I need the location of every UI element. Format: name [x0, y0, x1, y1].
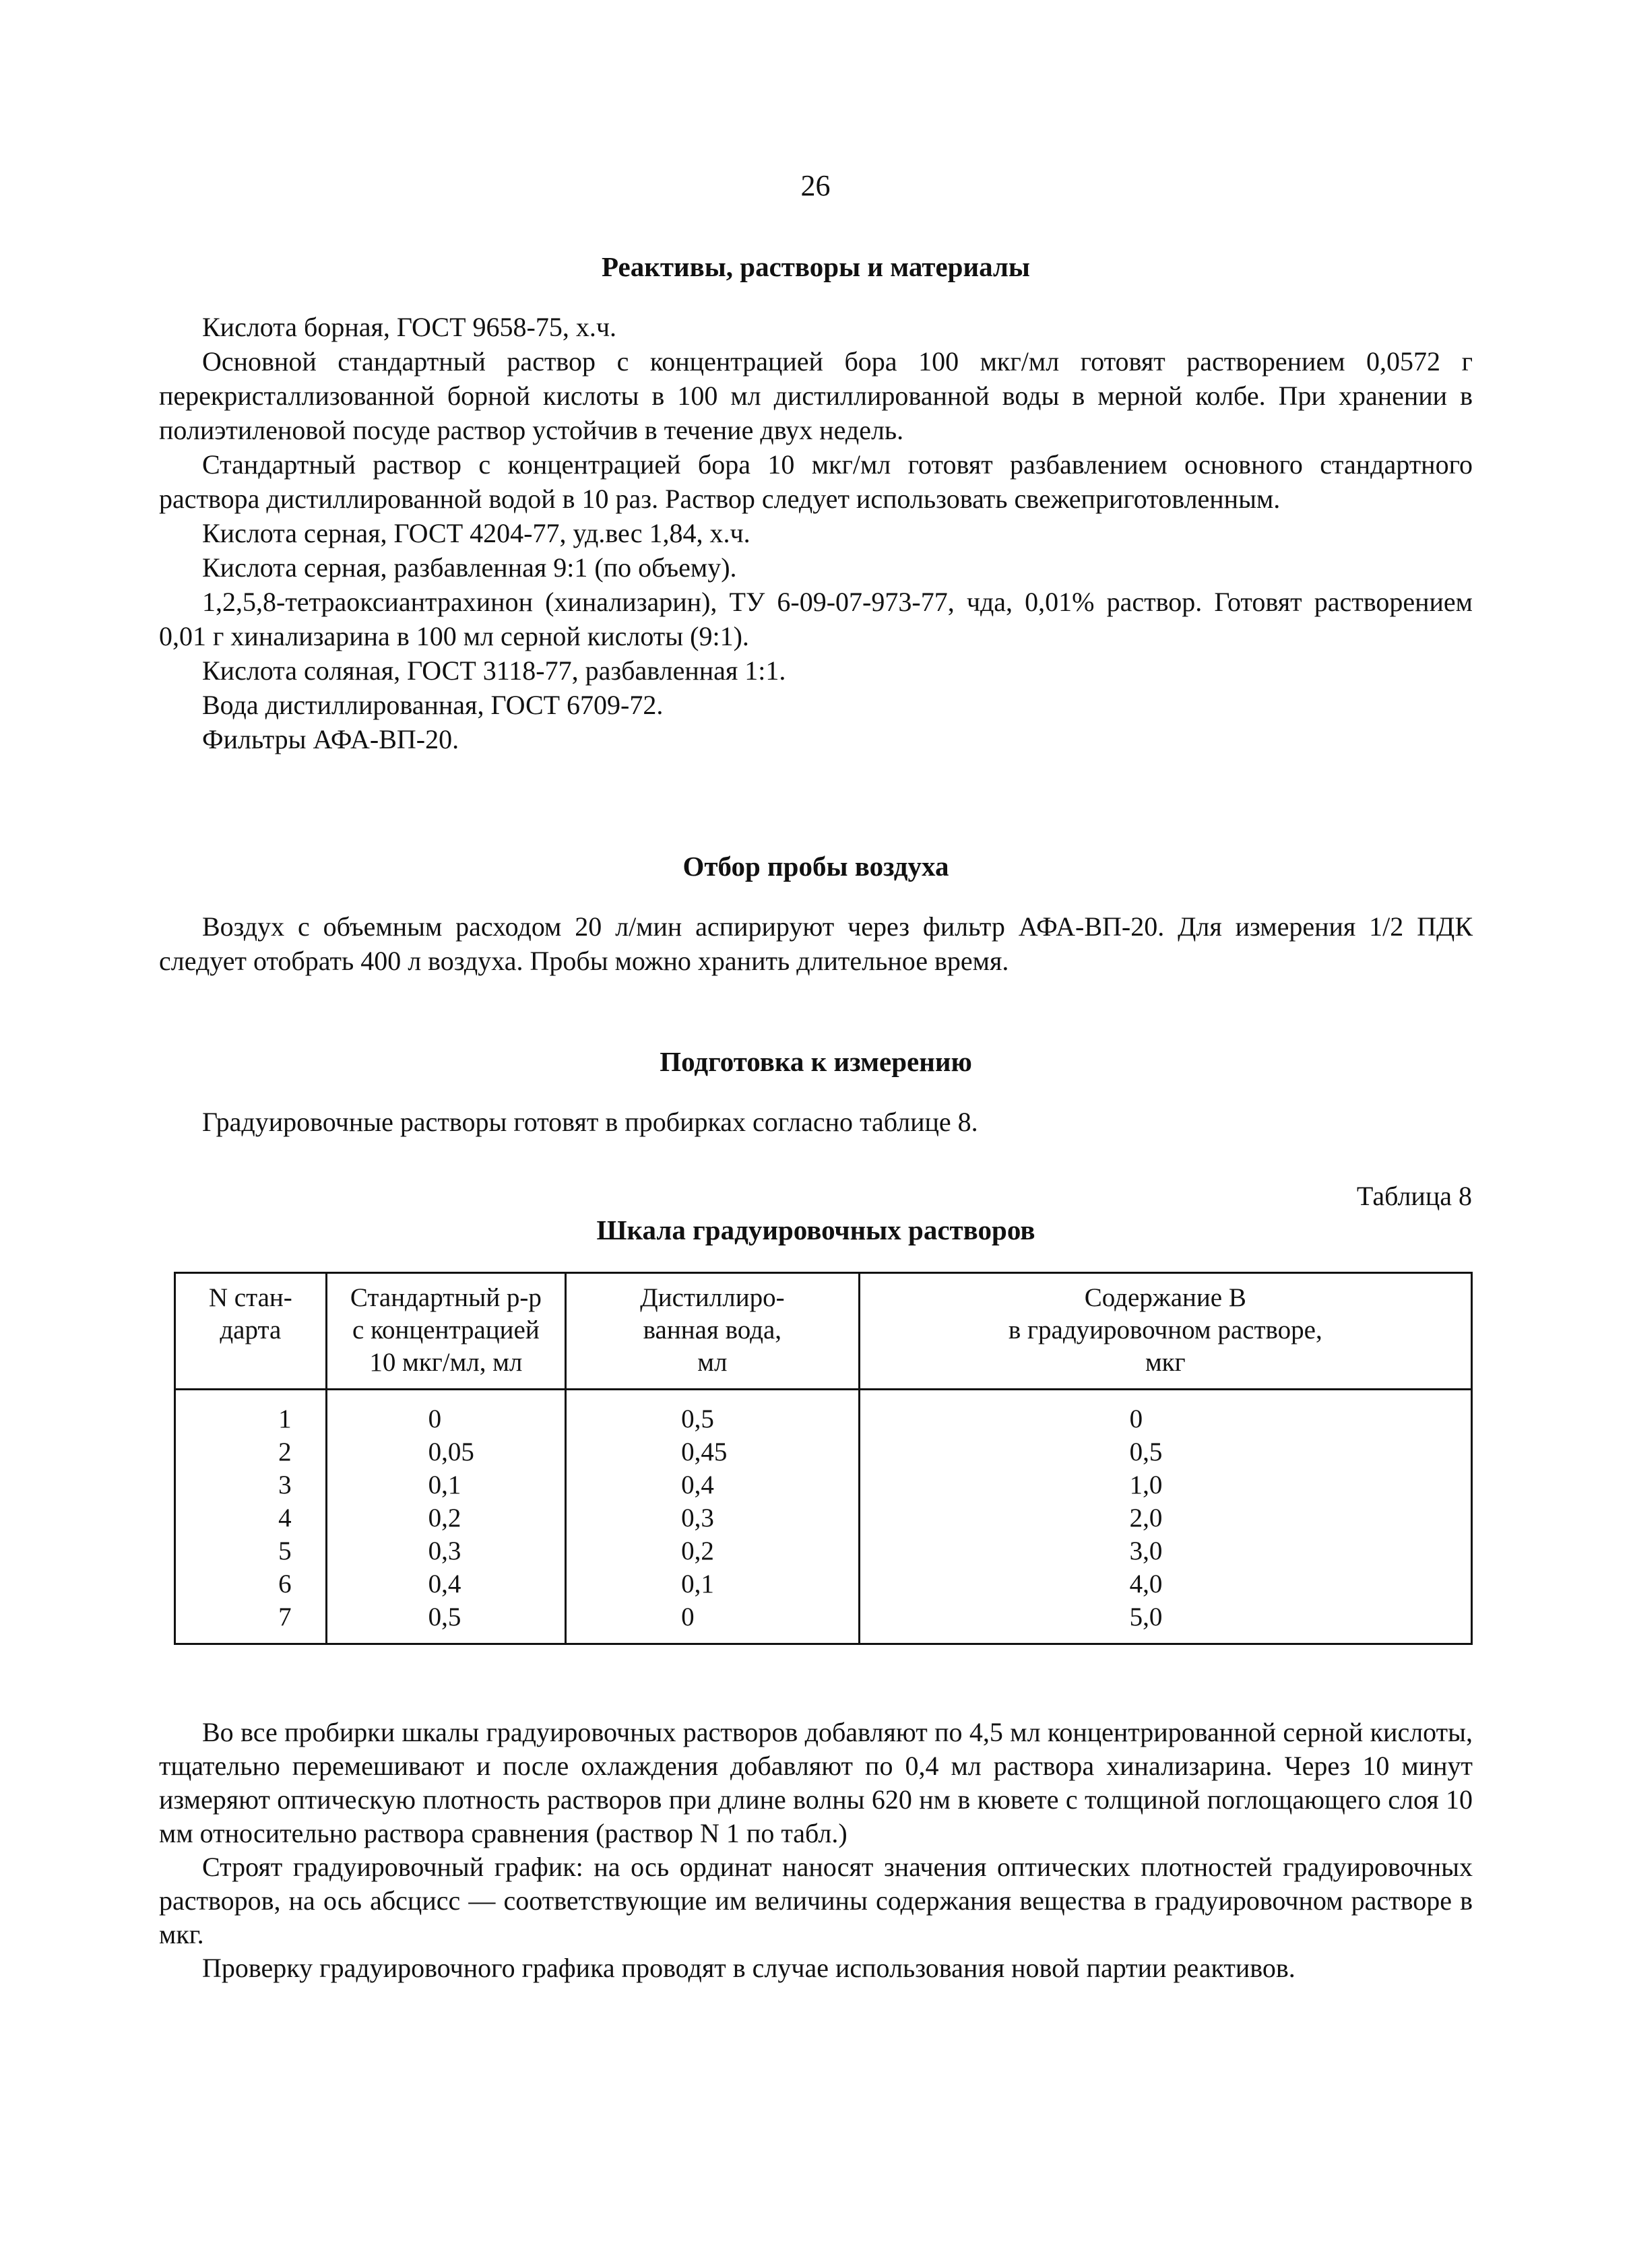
reagent-item: Кислота серная, ГОСТ 4204-77, уд.вес 1,84, х.ч. — [202, 518, 750, 548]
cell-standard-number: 6 — [175, 1567, 327, 1600]
reagent-item: Кислота серная, разбавленная 9:1 (по объему). — [202, 552, 737, 583]
sampling-section — [159, 850, 1473, 978]
reagent-item: Основной стандартный раствор с концентрацией бора 100 мкг/мл готовят растворением 0,0572 г перекристаллизованной борной кислоты в 100 мл дистиллированной воды в мерной колбе. При хранении в полиэтиленовой посуде раствор устойчив в течение двух недель. — [159, 346, 1473, 445]
header-distilled-water: Дистиллиро- ванная вода, мл — [566, 1273, 859, 1390]
cell-standard-number: 3 — [175, 1468, 327, 1501]
cell-standard-number: 1 — [175, 1390, 327, 1436]
reagent-item: Кислота борная, ГОСТ 9658-75, х.ч. — [202, 312, 616, 342]
table-row — [175, 1534, 1472, 1567]
procedure-paragraph: Проверку градуировочного графика проводят в случае использования новой партии реактивов. — [202, 1953, 1296, 1983]
cell-distilled-water: 0,1 — [566, 1567, 859, 1600]
cell-boron-content: 5,0 — [859, 1600, 1471, 1644]
cell-standard-number: 7 — [175, 1600, 327, 1644]
cell-standard-solution: 0,2 — [326, 1501, 566, 1534]
cell-standard-number: 4 — [175, 1501, 327, 1534]
preparation-text: Градуировочные растворы готовят в пробирках согласно таблице 8. — [202, 1107, 978, 1137]
cell-boron-content: 3,0 — [859, 1534, 1471, 1567]
sampling-text: Воздух с объемным расходом 20 л/мин аспирируют через фильтр АФА-ВП-20. Для измерения 1/2 ПДК следует отобрать 400 л воздуха. Пробы можно хранить длительное время. — [159, 911, 1473, 976]
cell-distilled-water: 0,3 — [566, 1501, 859, 1534]
cell-standard-solution: 0,1 — [326, 1468, 566, 1501]
header-standard-solution: Стандартный р-р с концентрацией 10 мкг/мл, мл — [326, 1273, 566, 1390]
page-number: 26 — [800, 169, 831, 202]
cell-distilled-water: 0,4 — [566, 1468, 859, 1501]
procedure-section — [159, 1716, 1473, 1985]
reagents-section — [159, 251, 1473, 756]
cell-standard-solution: 0,4 — [326, 1567, 566, 1600]
cell-standard-number: 2 — [175, 1435, 327, 1468]
header-boron-content: Содержание B в градуировочном растворе, мкг — [859, 1273, 1471, 1390]
table-row — [175, 1468, 1472, 1501]
cell-distilled-water: 0,5 — [566, 1390, 859, 1436]
header-standard-number: N стан- дарта — [175, 1273, 327, 1390]
reagents-heading: Реактивы, растворы и материалы — [602, 251, 1030, 282]
reagent-item: 1,2,5,8-тетраоксиантрахинон (хинализарин), ТУ 6-09-07-973-77, чда, 0,01% раствор. Готовят растворением 0,01 г хинализарина в 100 мл серной кислоты (9:1). — [159, 587, 1473, 651]
table-row — [175, 1435, 1472, 1468]
reagent-item: Кислота соляная, ГОСТ 3118-77, разбавленная 1:1. — [202, 655, 786, 686]
reagent-item: Фильтры АФА-ВП-20. — [202, 724, 459, 754]
procedure-paragraph: Строят градуировочный график: на ось ординат наносят значения оптических плотностей градуировочных растворов, на ось абсцисс — соответствующие им величины содержания вещества в градуировочном растворе в мкг. — [159, 1852, 1473, 1949]
cell-boron-content: 0 — [859, 1390, 1471, 1436]
preparation-section — [159, 1045, 1473, 1139]
preparation-heading: Подготовка к измерению — [660, 1046, 972, 1077]
cell-boron-content: 1,0 — [859, 1468, 1471, 1501]
cell-boron-content: 2,0 — [859, 1501, 1471, 1534]
table-row — [175, 1390, 1472, 1436]
cell-standard-solution: 0,5 — [326, 1600, 566, 1644]
table-label: Таблица 8 — [1356, 1181, 1472, 1211]
sampling-heading: Отбор пробы воздуха — [682, 851, 949, 882]
cell-boron-content: 0,5 — [859, 1435, 1471, 1468]
calibration-table — [174, 1272, 1473, 1645]
table-row — [175, 1501, 1472, 1534]
table-header-row — [175, 1273, 1472, 1390]
table-title-wrap — [159, 1214, 1473, 1246]
procedure-paragraph: Во все пробирки шкалы градуировочных растворов добавляют по 4,5 мл концентрированной серной кислоты, тщательно перемешивают и после охлаждения добавляют по 0,4 мл раствора хинализарина. Через 10 минут измеряют оптическую плотность растворов при длине волны 620 нм в кювете с толщиной поглощающего слоя 10 мм относительно раствора сравнения (раствор N 1 по табл.) — [159, 1717, 1473, 1848]
table-row — [175, 1600, 1472, 1644]
cell-distilled-water: 0,2 — [566, 1534, 859, 1567]
table-title: Шкала градуировочных растворов — [596, 1214, 1035, 1245]
reagent-item: Вода дистиллированная, ГОСТ 6709-72. — [202, 690, 664, 720]
cell-boron-content: 4,0 — [859, 1567, 1471, 1600]
cell-standard-solution: 0 — [326, 1390, 566, 1436]
cell-distilled-water: 0,45 — [566, 1435, 859, 1468]
reagent-item: Стандартный раствор с концентрацией бора 10 мкг/мл готовят разбавлением основного стандартного раствора дистиллированной водой в 10 раз. Раствор следует использовать свежеприготовленным. — [159, 449, 1473, 514]
cell-standard-number: 5 — [175, 1534, 327, 1567]
cell-distilled-water: 0 — [566, 1600, 859, 1644]
table-row — [175, 1567, 1472, 1600]
cell-standard-solution: 0,05 — [326, 1435, 566, 1468]
cell-standard-solution: 0,3 — [326, 1534, 566, 1567]
